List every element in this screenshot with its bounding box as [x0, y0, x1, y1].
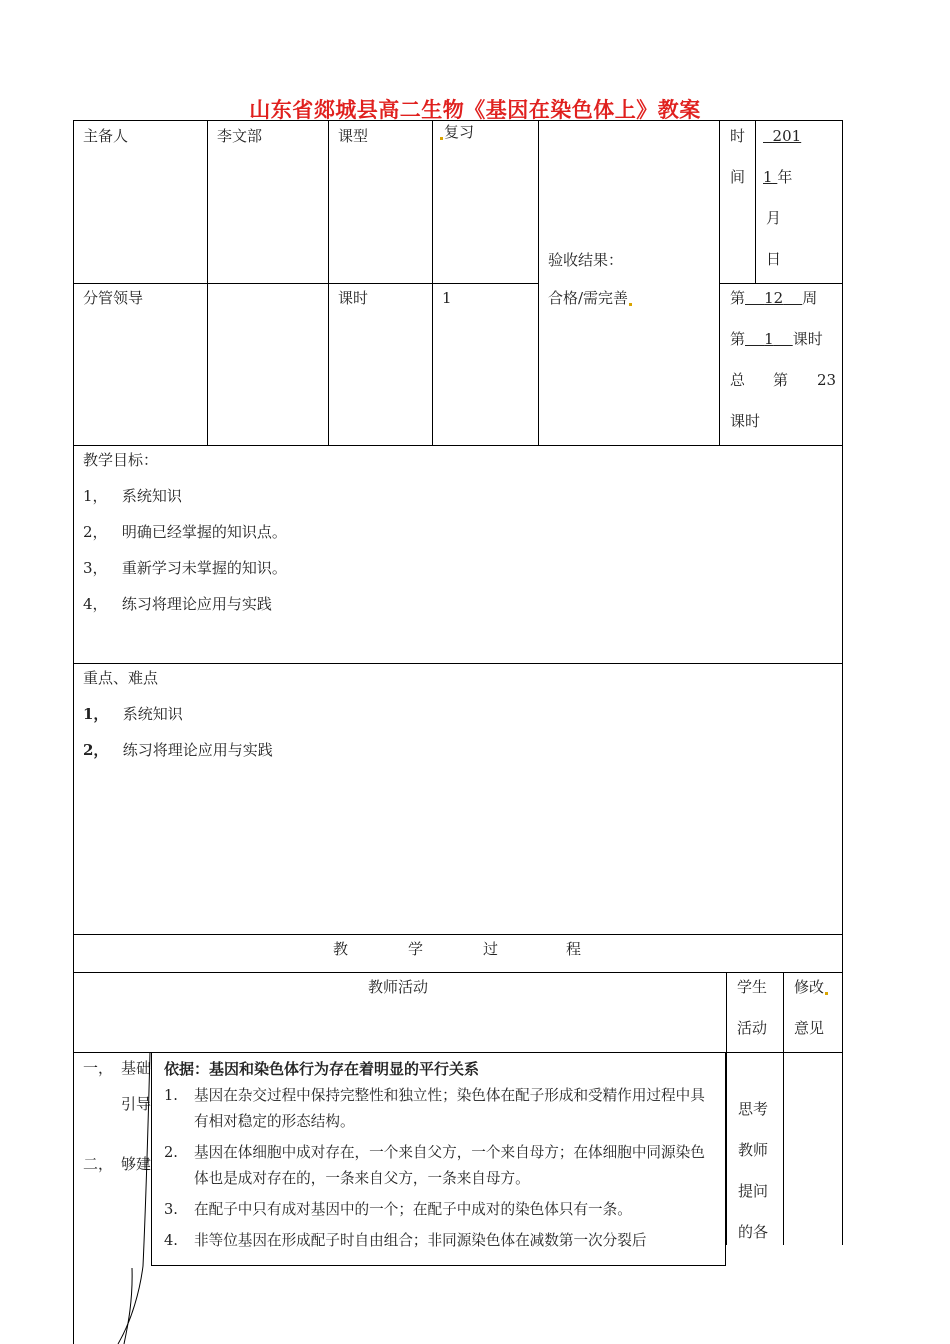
day-unit: 日: [766, 250, 782, 268]
row2-num: 二，: [83, 1155, 114, 1173]
acceptance-label: 验收结果：: [548, 251, 624, 269]
month-unit: 月: [766, 209, 782, 227]
student-activity-text: 思考: [738, 1100, 769, 1118]
objective-item: 2， 明确已经掌握的知识点。: [83, 523, 287, 541]
student-activity-header-1: 学生: [737, 978, 768, 996]
lesson-line: 第 1 课时: [730, 330, 823, 348]
callout-heading: 依据：基因和染色体行为存在着明显的平行关系: [164, 1060, 480, 1078]
student-activity-text: 教师: [738, 1141, 769, 1159]
process-char: 程: [566, 940, 582, 958]
process-char: 教: [333, 940, 349, 958]
preparer-name: 李文部: [217, 127, 263, 145]
period-label: 课时: [338, 289, 369, 307]
objective-item: 4， 练习将理论应用与实践: [83, 595, 272, 613]
lesson-type-value: 复习: [439, 122, 474, 142]
callout-item: 1. 基因在杂交过程中保持完整性和独立性；染色体在配子形成和受精作用过程中具有相对稳定的形态结构。: [164, 1087, 705, 1130]
callout-item: 3. 在配子中只有成对基因中的一个；在配子中成对的染色体只有一条。: [164, 1201, 632, 1218]
objective-item: 1， 系统知识: [83, 487, 182, 505]
week-line: 第 12 周: [730, 289, 818, 307]
total-mid: 第: [773, 371, 789, 389]
key-point-item: 1， 系统知识: [83, 705, 183, 723]
total-prefix: 总: [730, 371, 746, 389]
process-char: 学: [408, 940, 424, 958]
student-activity-text: 的各: [738, 1223, 769, 1241]
callout-item: 2. 基因在体细胞中成对存在，一个来自父方，一个来自母方；在体细胞中同源染色体也是成对存在的，一条来自父方，一条来自母方。: [164, 1144, 705, 1187]
student-activity-header-2: 活动: [737, 1019, 768, 1037]
total-value: 23: [817, 371, 837, 389]
callout-item: 4. 非等位基因在形成配子时自由组合；非同源染色体在减数第一次分裂后: [164, 1232, 647, 1249]
teacher-activity-header: 教师活动: [368, 978, 429, 996]
objective-item: 3， 重新学习未掌握的知识。: [83, 559, 287, 577]
total-unit: 课时: [730, 412, 761, 430]
revise-header-2: 意见: [794, 1019, 825, 1037]
row2-text: 够建: [121, 1155, 152, 1173]
row1-sub: 引导: [121, 1095, 152, 1113]
time-label-2: 间: [730, 168, 746, 186]
supervisor-label: 分管领导: [83, 289, 144, 307]
year-line: 1 年: [763, 168, 793, 186]
objectives-heading: 教学目标：: [83, 451, 159, 469]
row1-num: 一，: [83, 1059, 114, 1077]
time-label-1: 时: [730, 127, 746, 145]
key-point-item: 2， 练习将理论应用与实践: [83, 741, 273, 759]
student-activity-text: 提问: [738, 1182, 769, 1200]
acceptance-value: 合格/需完善: [548, 288, 633, 308]
period-value: 1: [442, 289, 452, 307]
revise-header-1: 修改: [794, 977, 829, 997]
year-value: 201: [772, 127, 802, 145]
row1-text: 基础: [121, 1059, 152, 1077]
page-title: 山东省郯城县高二生物《基因在染色体上》教案: [249, 98, 701, 122]
preparer-label: 主备人: [83, 127, 129, 145]
key-points-heading: 重点、难点: [83, 669, 159, 687]
process-char: 过: [483, 940, 499, 958]
lesson-type-label: 课型: [338, 127, 369, 145]
